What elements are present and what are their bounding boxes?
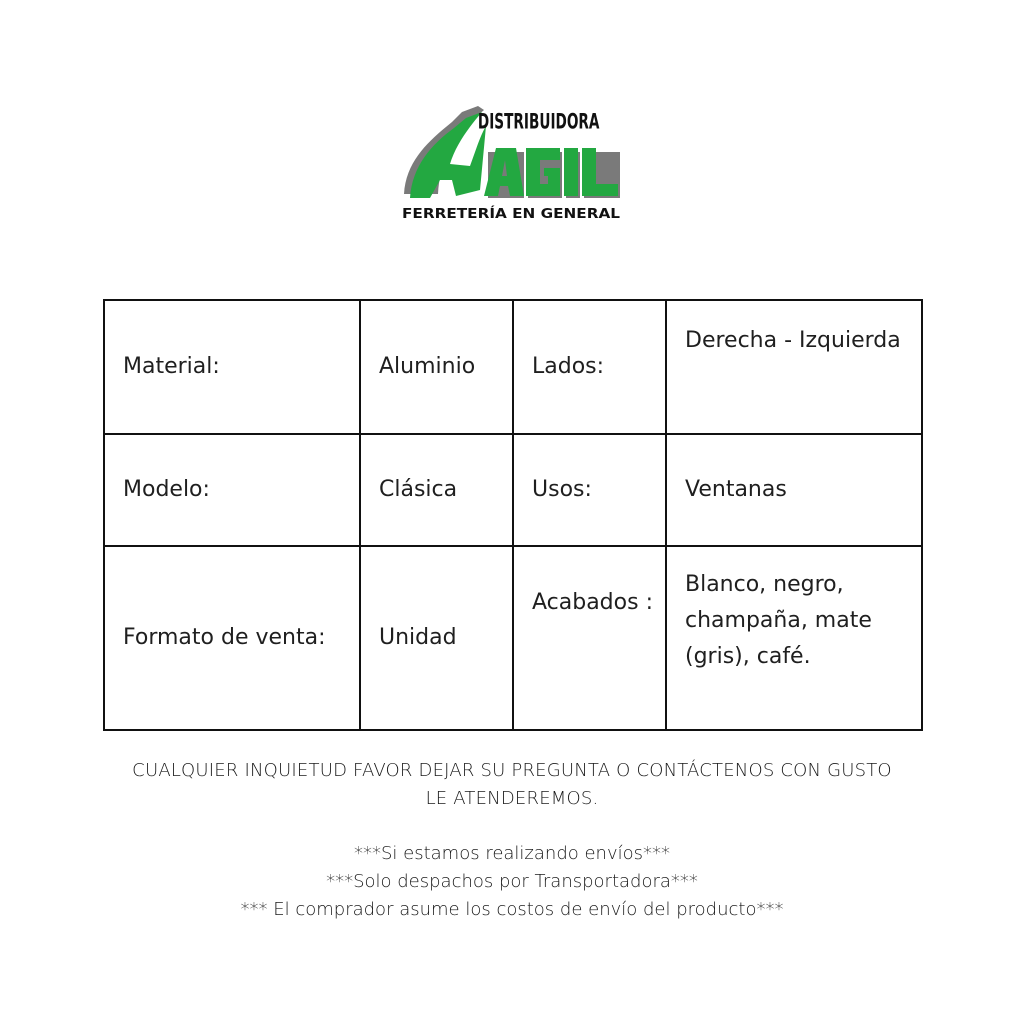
spec-value: Aluminio bbox=[360, 300, 513, 434]
table-row bbox=[104, 546, 922, 730]
spec-label: Formato de venta: bbox=[104, 546, 360, 730]
logo-top-text: DISTRIBUIDORA bbox=[477, 109, 601, 134]
spec-value: Clásica bbox=[360, 434, 513, 546]
brand-logo bbox=[400, 100, 624, 224]
spec-label: Modelo: bbox=[104, 434, 360, 546]
spec-value: Unidad bbox=[360, 546, 513, 730]
contact-line: CUALQUIER INQUIETUD FAVOR DEJAR SU PREGUNTA O CONTÁCTENOS CON GUSTO bbox=[132, 760, 892, 781]
spec-value: Derecha - Izquierda bbox=[666, 300, 922, 434]
spec-label: Lados: bbox=[513, 300, 666, 434]
shipping-line: ***Solo despachos por Transportadora*** bbox=[326, 871, 698, 892]
spec-value: Blanco, negro, champaña, mate (gris), café. bbox=[666, 546, 922, 730]
contact-note bbox=[60, 757, 964, 813]
logo-bottom-text: FERRETERÍA EN GENERAL bbox=[402, 207, 588, 222]
contact-line: LE ATENDEREMOS. bbox=[425, 788, 599, 809]
shipping-line: *** El comprador asume los costos de envío del producto*** bbox=[240, 899, 784, 920]
specifications-table bbox=[103, 299, 923, 731]
spec-label: Usos: bbox=[513, 434, 666, 546]
table-row bbox=[104, 300, 922, 434]
logo-main-text: SAGIL bbox=[400, 100, 403, 101]
spec-label: Acabados : bbox=[513, 546, 666, 730]
shipping-notes bbox=[60, 840, 964, 924]
table-row bbox=[104, 434, 922, 546]
spec-label: Material: bbox=[104, 300, 360, 434]
spec-value: Ventanas bbox=[666, 434, 922, 546]
shipping-line: ***Si estamos realizando envíos*** bbox=[353, 843, 671, 864]
